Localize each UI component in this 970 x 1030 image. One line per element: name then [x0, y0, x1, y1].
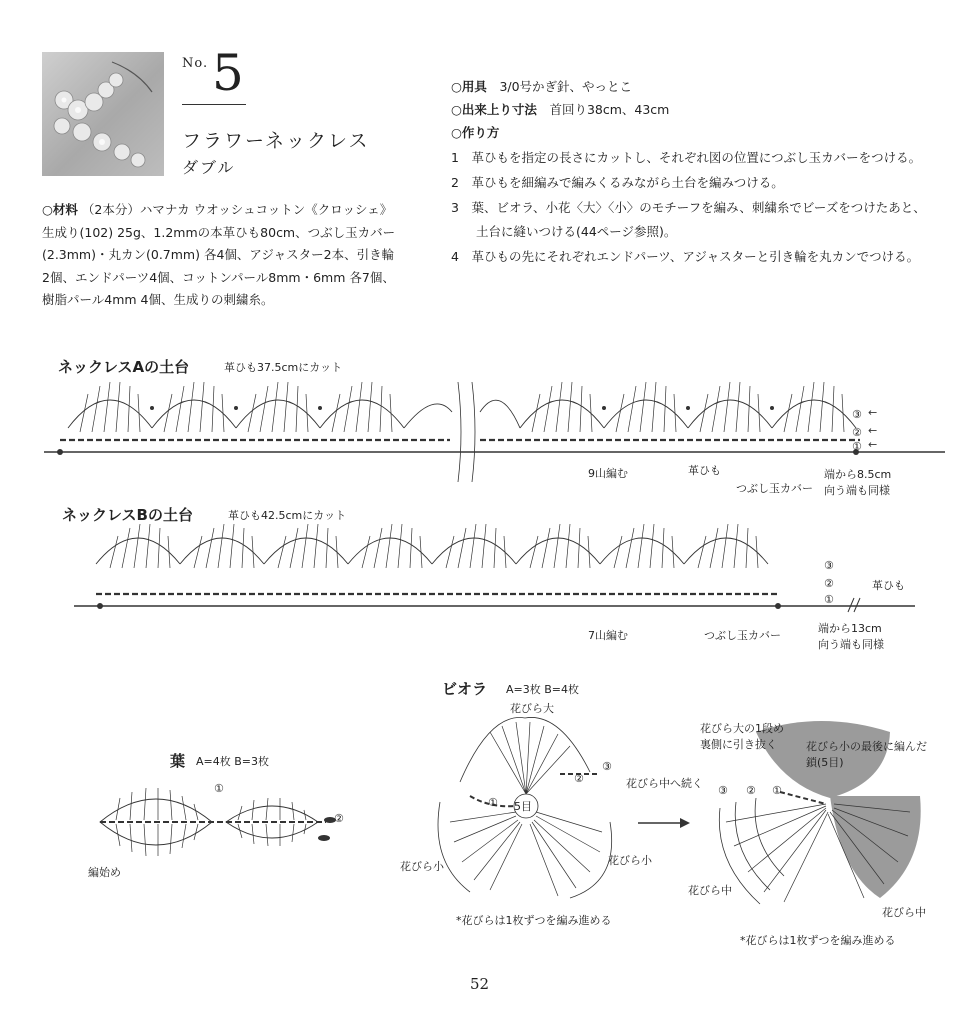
- necklace-b-cord: 革ひも: [872, 579, 905, 592]
- leaf-row-1: ①: [214, 782, 224, 795]
- necklace-a-row-2: ②: [852, 426, 862, 439]
- tools-row: [451, 77, 632, 95]
- pattern-number: 5: [212, 44, 244, 102]
- viola-step2-row-3: ③: [718, 784, 728, 797]
- viola-chain-note2: 鎖(5目): [806, 756, 844, 769]
- materials-block: [42, 199, 402, 312]
- product-photo: [42, 52, 164, 176]
- pattern-title: フラワーネックレス: [182, 130, 370, 152]
- svg-text:←: ←: [868, 424, 878, 437]
- viola-row-2: ②: [574, 772, 584, 785]
- method-step-1: 1 革ひもを指定の長さにカットし、それぞれ図の位置につぶし玉カバーをつける。: [451, 150, 922, 165]
- necklace-b-row-2: ②: [824, 577, 834, 590]
- necklace-b-cover: つぶし玉カバー: [704, 629, 781, 642]
- viola-note2: *花びらは1枚ずつを編み進める: [740, 934, 896, 947]
- necklace-b-row-1: ①: [824, 593, 834, 606]
- viola-continue-note: 花びら中へ続く: [626, 777, 703, 790]
- pattern-number-prefix: No.: [182, 56, 209, 71]
- leaf-start: 編始め: [88, 866, 121, 879]
- necklace-b-end-note2: 向う端も同様: [818, 638, 884, 651]
- method-label: ○作り方: [451, 125, 500, 140]
- necklace-a-cord: 革ひも: [688, 464, 721, 477]
- necklace-b-repeat: 7山編む: [588, 629, 628, 642]
- materials-text: （2本分）ハマナカ ウオッシュコットン《クロッシェ》生成り(102) 25g、1.2mmの本革ひも80cm、つぶし玉カバー(2.3mm)・丸カン(0.7mm) 各4個、アジャスター2本、引き輪2個、エンドパーツ4個、コットンパール8mm・6mm 各7個、樹脂パール4mm 4個、生成りの刺繍糸。: [42, 202, 396, 307]
- leaf-title: 葉: [170, 752, 186, 770]
- viola-step2-row-1: ①: [772, 784, 782, 797]
- svg-text:←: ←: [868, 438, 878, 451]
- materials-label: ○材料: [42, 202, 78, 217]
- viola-step2-row-2: ②: [746, 784, 756, 797]
- necklace-a-end-note1: 端から8.5cm: [824, 468, 892, 481]
- method-step-3-cont: 土台に縫いつける(44ページ参照)。: [451, 224, 677, 239]
- tools-value: 3/0号かぎ針、やっとこ: [499, 79, 633, 94]
- viola-note: *花びらは1枚ずつを編み進める: [456, 914, 612, 927]
- viola-row-3: ③: [602, 760, 612, 773]
- tools-label: ○用具: [451, 79, 487, 94]
- method-step-2: 2 革ひもを細編みで編みくるみながら土台を編みつける。: [451, 175, 784, 190]
- title-rule: [182, 104, 246, 105]
- size-row: [451, 100, 669, 118]
- leaf-row-2: ②: [334, 812, 344, 825]
- viola-pull-note2: 裏側に引き抜く: [700, 738, 777, 751]
- necklace-a-row-1: ①: [852, 440, 862, 453]
- necklace-b-chart: [70, 520, 930, 620]
- necklace-a-cover: つぶし玉カバー: [736, 482, 813, 495]
- leaf-count: A=4枚 B=3枚: [196, 755, 269, 768]
- necklace-a-repeat: 9山編む: [588, 467, 628, 480]
- arrow-right-icon: [636, 816, 692, 830]
- necklace-b-row-3: ③: [824, 559, 834, 572]
- viola-title: ビオラ: [442, 680, 488, 698]
- viola-mid-right: 花びら中: [882, 906, 926, 919]
- viola-center: 5目: [514, 800, 532, 813]
- viola-row-1: ①: [488, 796, 498, 809]
- necklace-a-title: ネックレスAの土台: [58, 358, 190, 376]
- size-value: 首回り38cm、43cm: [549, 102, 670, 117]
- pattern-subtitle: ダブル: [182, 158, 236, 177]
- method-step-4: 4 革ひもの先にそれぞれエンドパーツ、アジャスターと引き輪を丸カンでつける。: [451, 249, 920, 264]
- necklace-a-row-3: ③: [852, 408, 862, 421]
- viola-mid-left: 花びら中: [688, 884, 732, 897]
- viola-chain-note1: 花びら小の最後に編んだ: [806, 740, 927, 753]
- size-label: ○出来上り寸法: [451, 102, 537, 117]
- svg-text:←: ←: [868, 406, 878, 419]
- necklace-a-end-note2: 向う端も同様: [824, 484, 890, 497]
- necklace-photo-image: [42, 52, 164, 176]
- viola-small-petal-left: 花びら小: [400, 860, 444, 873]
- necklace-a-note: 革ひも37.5cmにカット: [224, 361, 343, 374]
- viola-count: A=3枚 B=4枚: [506, 683, 579, 696]
- viola-pull-note1: 花びら大の1段め: [700, 722, 784, 735]
- viola-large-petal: 花びら大: [510, 702, 554, 715]
- page-number: 52: [470, 975, 490, 993]
- necklace-b-end-note1: 端から13cm: [818, 622, 882, 635]
- necklace-b-title: ネックレスBの土台: [62, 506, 193, 524]
- method-step-3: 3 葉、ビオラ、小花〈大〉〈小〉のモチーフを編み、刺繍糸でビーズをつけたあと、: [451, 200, 926, 215]
- necklace-b-note: 革ひも42.5cmにカット: [228, 509, 347, 522]
- viola-small-petal-right: 花びら小: [608, 854, 652, 867]
